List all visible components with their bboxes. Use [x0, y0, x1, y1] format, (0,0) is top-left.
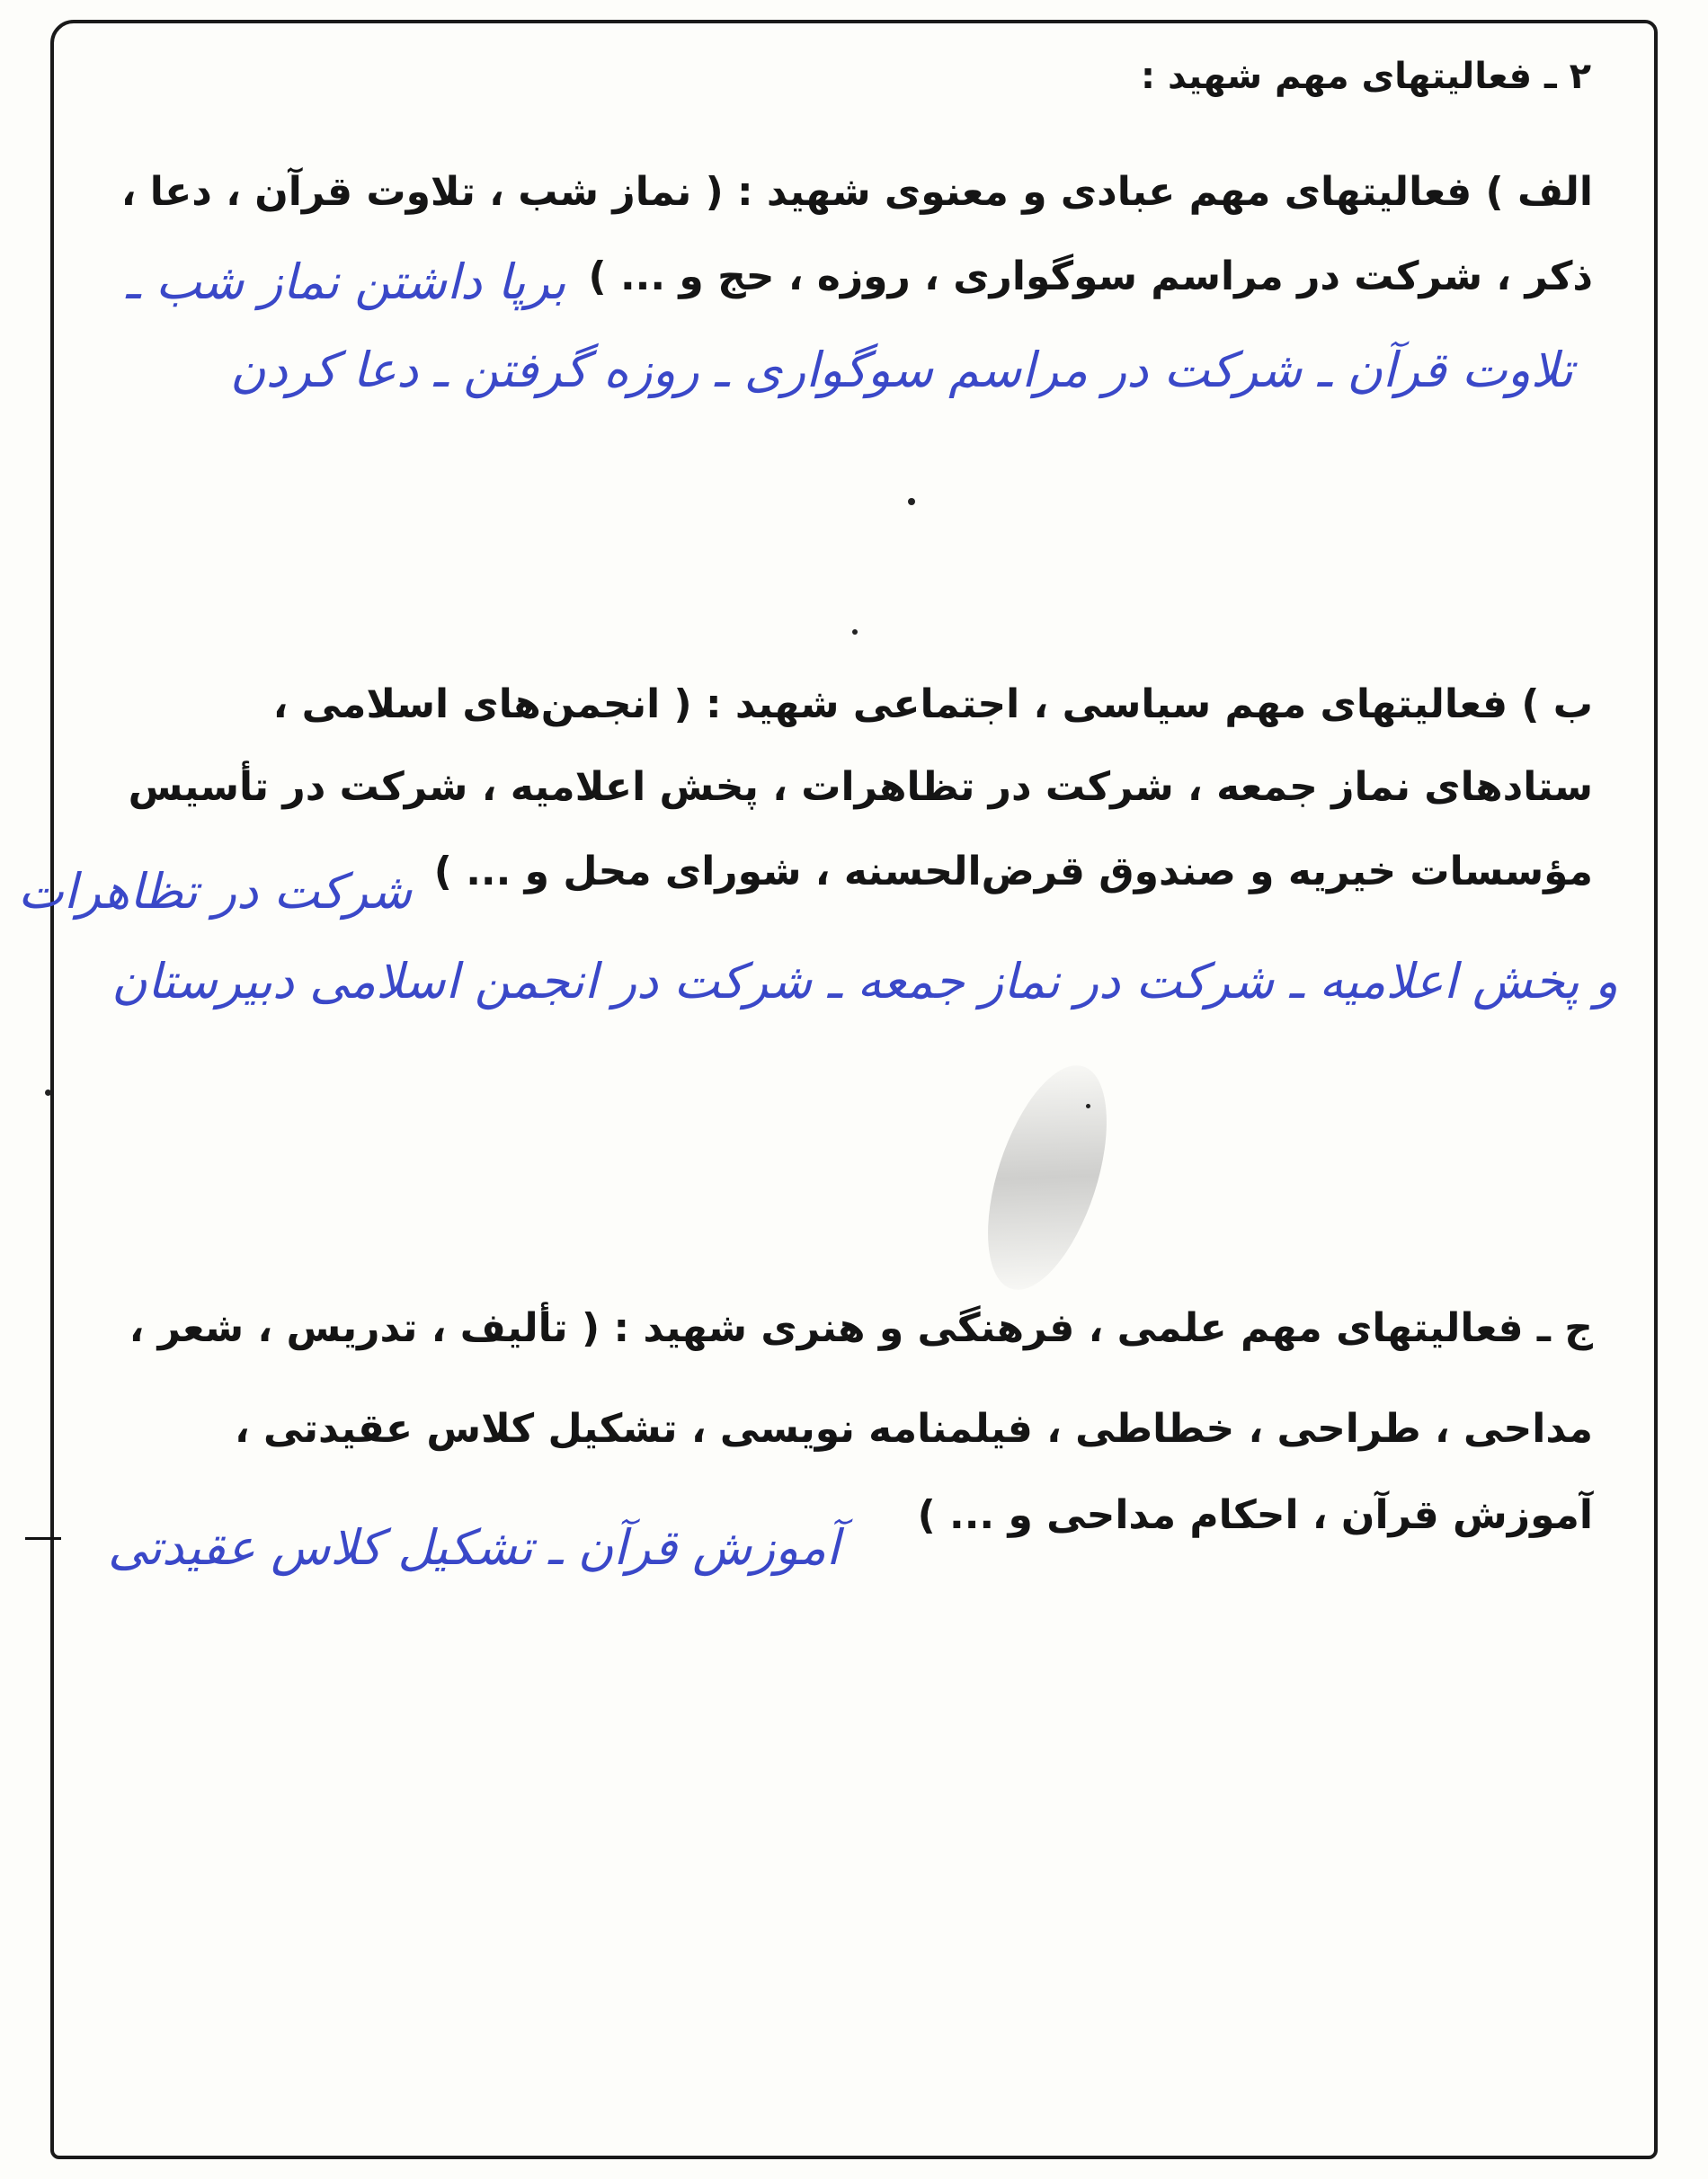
section-heading: ۲ ـ فعالیتهای مهم شهید :	[1141, 56, 1591, 97]
page-border	[50, 20, 1658, 2159]
part-c-line-2: مداحی ، طراحی ، خطاطی ، فیلمنامه نویسی ، تشکیل کلاس عقیدتی ،	[234, 1406, 1593, 1452]
scan-edge-mark	[25, 1537, 61, 1540]
part-a-line-1: الف ) فعالیتهای مهم عبادی و معنوی شهید : ( نماز شب ، تلاوت قرآن ، دعا ،	[120, 169, 1593, 215]
part-b-line-1: ب ) فعالیتهای مهم سیاسی ، اجتماعی شهید : ( انجمن‌های اسلامی ،	[272, 681, 1593, 727]
part-b-line-3: مؤسسات خیریه و صندوق قرض‌الحسنه ، شورای محل و ... )	[433, 849, 1593, 894]
part-c-line-1: ج ـ فعالیتهای مهم علمی ، فرهنگی و هنری شهید : ( تألیف ، تدریس ، شعر ،	[129, 1305, 1593, 1351]
scan-speck	[1086, 1104, 1090, 1108]
scan-speck	[852, 629, 858, 635]
part-c-handwritten-1: آموزش قرآن ـ تشکیل کلاس عقیدتی	[108, 1519, 841, 1576]
part-b-line-2: ستادهای نماز جمعه ، شرکت در تظاهرات ، پخش اعلامیه ، شرکت در تأسیس	[128, 764, 1593, 810]
scan-speck	[908, 498, 915, 505]
scan-speck	[45, 1090, 51, 1096]
part-a-handwritten-2: تلاوت قرآن ـ شرکت در مراسم سوگواری ـ روزه گرفتن ـ دعا کردن	[230, 342, 1573, 398]
part-b-handwritten-1: شرکت در تظاهرات	[18, 863, 413, 920]
part-b-handwritten-2: و پخش اعلامیه ـ شرکت در نماز جمعه ـ شرکت در انجمن اسلامی دبیرستان	[111, 953, 1618, 1009]
part-a-line-2: ذکر ، شرکت در مراسم سوگواری ، روزه ، حج و ... )	[588, 253, 1593, 299]
part-a-handwritten-1: برپا داشتن نماز شب ـ	[126, 253, 566, 310]
part-c-line-3: آموزش قرآن ، احکام مداحی و ... )	[917, 1492, 1593, 1538]
